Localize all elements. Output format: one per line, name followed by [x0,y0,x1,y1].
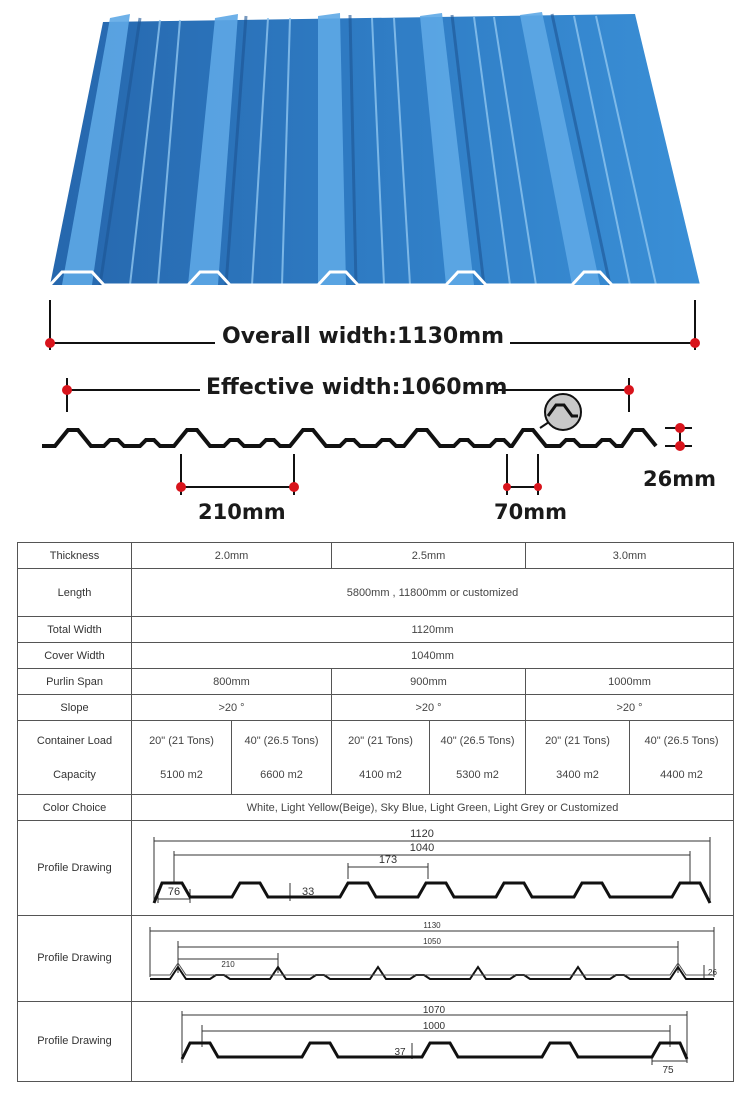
container-type: 20" (21 Tons) [545,734,610,747]
container-cell [630,721,734,795]
purlin-span-label: Purlin Span [18,669,132,695]
cover-width-value: 1040mm [132,643,734,669]
profile-drawing-label: Profile Drawing [18,915,132,1001]
dim-text: 1130 [423,921,441,931]
height-top-marker [675,423,685,433]
effective-width-label: Effective width:1060mm [206,375,508,400]
color-choice-value: White, Light Yellow(Beige), Sky Blue, Light Green, Light Grey or Customized [132,795,734,821]
dim-text: 1070 [422,1005,446,1017]
profile-row-2 [18,915,734,1001]
color-choice-row [18,795,734,821]
dim-text: 1050 [423,937,441,947]
container-qty: 5300 m2 [456,768,499,781]
overall-left-marker [45,338,55,348]
slope-row [18,695,734,721]
profile-drawing-label: Profile Drawing [18,821,132,915]
thickness-label: Thickness [18,543,132,569]
profile-drawing-label: Profile Drawing [18,1001,132,1081]
color-choice-label: Color Choice [18,795,132,821]
rib-width-label: 70mm [494,500,567,524]
thickness-value: 2.5mm [332,543,526,569]
rib-right-marker [534,483,542,491]
container-cell [232,721,332,795]
container-type: 20" (21 Tons) [348,734,413,747]
rib-dimension [507,454,538,495]
roof-sheet-image [50,12,700,285]
dim-text: 1000 [422,1021,446,1033]
profile-row-3 [18,1001,734,1081]
pitch-label: 210mm [198,500,286,524]
slope-value: >20 ° [526,695,734,721]
container-qty: 6600 m2 [260,768,303,781]
total-width-label: Total Width [18,617,132,643]
sheet-profile-line [42,430,656,446]
slope-value: >20 ° [132,695,332,721]
container-qty: 4400 m2 [660,768,703,781]
dim-text: 210 [221,960,235,970]
pitch-dimension [181,454,294,495]
container-load-label [18,721,132,795]
thickness-row [18,543,734,569]
thickness-value: 3.0mm [526,543,734,569]
effective-right-marker [624,385,634,395]
total-width-value: 1120mm [132,617,734,643]
container-qty: 5100 m2 [160,768,203,781]
effective-left-marker [62,385,72,395]
length-label: Length [18,569,132,617]
container-load-row [18,721,734,795]
purlin-span-value: 900mm [332,669,526,695]
overall-right-marker [690,338,700,348]
container-type: 40" (26.5 Tons) [440,734,515,747]
purlin-span-value: 800mm [132,669,332,695]
dim-text: 173 [378,854,398,867]
slope-value: >20 ° [332,695,526,721]
pitch-left-marker [176,482,186,492]
profile-drawing-2 [132,915,734,1001]
container-cell [132,721,232,795]
specification-table [17,542,734,1082]
height-label: 26mm [643,467,716,491]
container-cell [526,721,630,795]
container-qty: 4100 m2 [359,768,402,781]
dim-text: 1040 [409,842,435,855]
profile-drawing-3 [132,1001,734,1081]
container-type: 40" (26.5 Tons) [244,734,319,747]
dim-text: 75 [662,1065,674,1077]
dim-text: 37 [394,1047,406,1059]
height-bottom-marker [675,441,685,451]
dim-text: 33 [302,886,315,899]
purlin-span-value: 1000mm [526,669,734,695]
purlin-span-row [18,669,734,695]
container-type: 40" (26.5 Tons) [644,734,719,747]
rib-left-marker [503,483,511,491]
overall-width-label: Overall width:1130mm [222,324,505,349]
dim-text: 26 [708,968,717,978]
container-cell [430,721,526,795]
container-load-label-line1: Container Load [36,734,113,747]
profile-drawing-1 [132,821,734,915]
dim-text: 76 [167,886,181,899]
rib-detail-magnifier [540,394,581,430]
container-qty: 3400 m2 [556,768,599,781]
thickness-value: 2.0mm [132,543,332,569]
length-value: 5800mm , 11800mm or customized [132,569,734,617]
pitch-right-marker [289,482,299,492]
product-illustration [0,0,750,535]
container-cell [332,721,430,795]
cover-width-row [18,643,734,669]
length-row [18,569,734,617]
container-load-label-line2: Capacity [53,768,96,781]
total-width-row [18,617,734,643]
cover-width-label: Cover Width [18,643,132,669]
container-type: 20" (21 Tons) [149,734,214,747]
profile-row-1 [18,821,734,915]
slope-label: Slope [18,695,132,721]
dim-text: 1120 [410,828,434,841]
